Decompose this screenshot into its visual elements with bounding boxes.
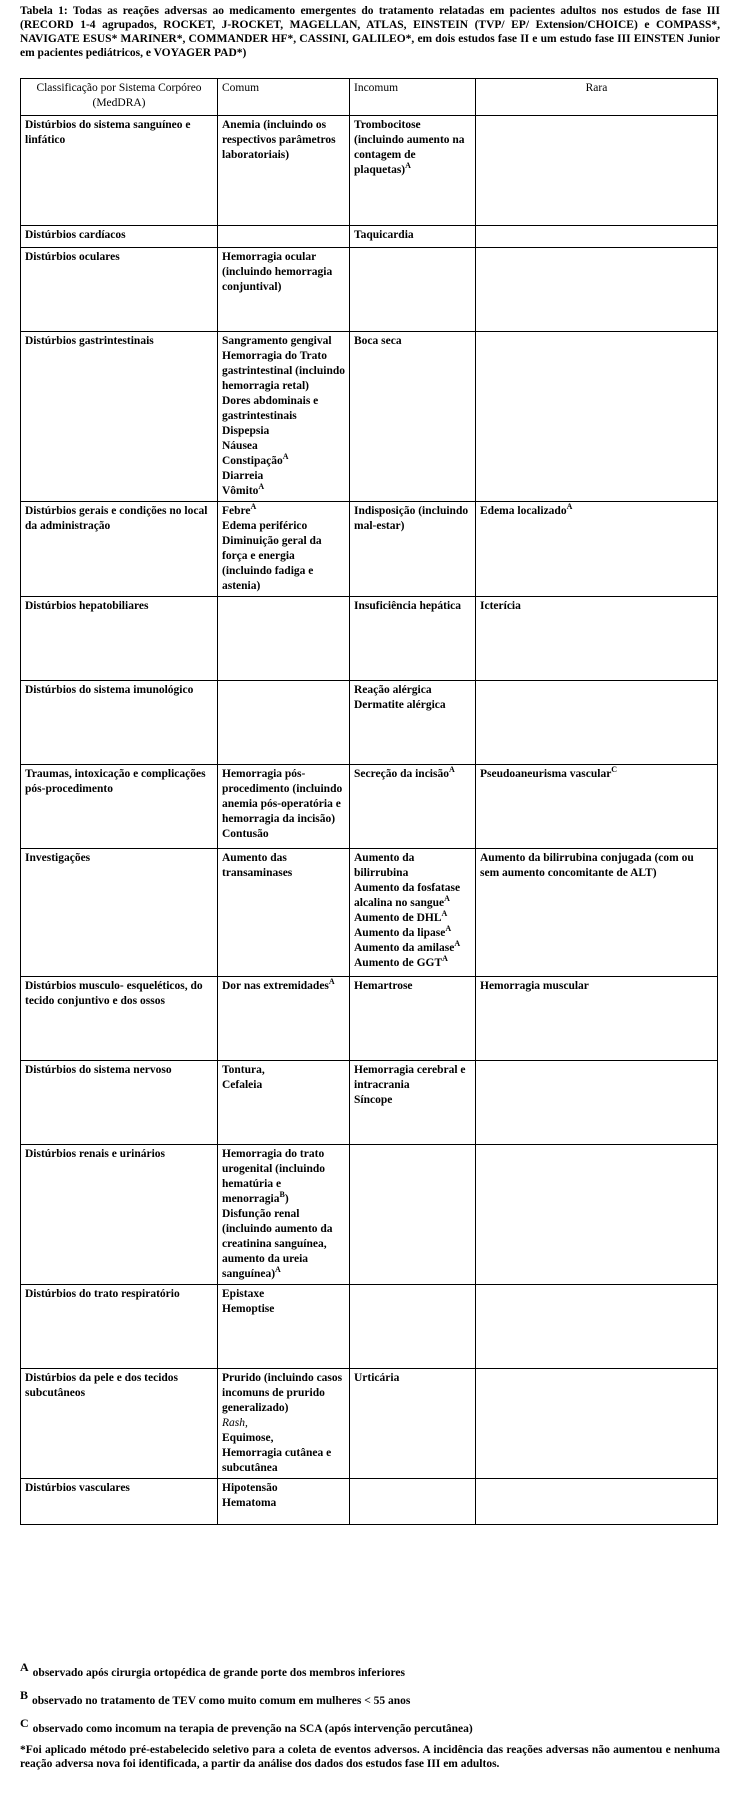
reaction-entry: Febre$^A$ [222,502,257,517]
system-class-label: Traumas, intoxicação e complicações pós-procedimento [25,768,206,795]
system-class-label: Investigações [25,852,91,864]
common-cell [218,977,350,1061]
common-cell [218,765,350,849]
reaction-entry: Hemorragia muscular [480,980,589,992]
system-class-cell [21,1369,218,1479]
footnote-key: B [20,1687,29,1702]
system-class-cell [21,1285,218,1369]
system-class-label: Distúrbios da pele e dos tecidos subcutâneos [25,1372,179,1399]
reaction-entry: Edema periférico [222,520,308,532]
rare-cell [476,1145,718,1285]
rare-cell [476,681,718,765]
header-common: Comum [218,79,350,116]
rare-cell [476,502,718,597]
reaction-entry: Hemorragia cutânea e subcutânea [222,1447,332,1474]
common-cell [218,1369,350,1479]
reaction-entry: Reação alérgica [354,684,432,696]
footnote-list [20,1660,720,1735]
common-cell [218,1479,350,1525]
system-class-cell [21,1145,218,1285]
uncommon-cell [350,332,476,502]
final-note: *Foi aplicado método pré-estabelecido seletivo para a coleta de eventos adversos. A incidência das reações adversas não aumentou e nenhuma reação adversa nova foi identificada, a partir da análise dos dados dos estudos fase III em adultos. [20,1744,720,1771]
system-class-cell [21,597,218,681]
uncommon-cell [350,1061,476,1145]
table-row [21,1145,718,1285]
table-row [21,1369,718,1479]
table-row [21,248,718,332]
reaction-entry: Vômito$^A$ [222,482,265,497]
rare-cell [476,248,718,332]
reaction-entry: Hematoma [222,1497,277,1509]
reaction-entry: Aumento da lipase$^A$ [354,924,452,939]
table-body [21,116,718,1525]
uncommon-cell [350,681,476,765]
reaction-entry: Dispepsia [222,425,270,437]
table-row [21,597,718,681]
table-row [21,681,718,765]
footnote-item [20,1716,720,1736]
reaction-entry: Icterícia [480,600,521,612]
table-caption: Tabela 1: Todas as reações adversas ao medicamento emergentes do tratamento relatadas em pacientes adultos nos estudos de fase III (RECORD 1-4 agrupados, ROCKET, J-ROCKET, MAGELLAN, ATLAS, EINSTEIN (TVP/ EP/ Extension/CHOICE) e COMPASS*, NAVIGATE ESUS* MARINER*, COMMANDER HF*, CASSINI, GALILEO*, em dois estudos fase II e um estudo fase III EINSTEN Junior em pacientes pediátricos, e VOYAGER PAD*) [20,5,720,59]
uncommon-cell [350,1479,476,1525]
common-cell [218,1061,350,1145]
common-cell [218,502,350,597]
reaction-entry: Hemorragia cerebral e intracrania [354,1064,466,1091]
footnote-text: observado após cirurgia ortopédica de grande porte dos membros inferiores [32,1666,406,1679]
common-cell [218,597,350,681]
uncommon-cell [350,765,476,849]
reaction-entry: Aumento da bilirrubina conjugada (com ou sem aumento concomitante de ALT) [480,852,694,879]
system-class-label: Distúrbios oculares [25,251,120,263]
reaction-entry: Aumento da amilase$^A$ Aumento de $GGT^A$ [354,939,461,969]
rare-cell [476,765,718,849]
reaction-entry: Síncope [354,1094,393,1106]
reaction-entry: Sangramento gengival [222,335,332,347]
system-class-cell [21,332,218,502]
table-row [21,1285,718,1369]
header-uncommon: Incomum [350,79,476,116]
reaction-entry: Aumento da bilirrubina [354,852,415,879]
uncommon-cell [350,849,476,977]
common-cell [218,248,350,332]
reaction-entry: Tontura, [222,1064,265,1076]
reaction-entry: Constipação$^A$ [222,452,289,467]
reaction-entry: Hemartrose [354,980,413,992]
uncommon-cell [350,502,476,597]
system-class-label: Distúrbios do trato respiratório [25,1288,180,1300]
uncommon-cell [350,1145,476,1285]
reaction-entry: Pseudoaneurisma vascular$^C$ [480,765,618,780]
system-class-label: Distúrbios gerais e condições no local da administração [25,505,208,532]
table-row [21,332,718,502]
system-class-label: Distúrbios vasculares [25,1482,130,1494]
reaction-entry: Prurido (incluindo casos incomuns de prurido generalizado) [222,1372,343,1414]
footnote-key: A [20,1660,29,1674]
reaction-entry: Dor nas extremidades$^A$ [222,977,335,992]
reaction-entry: Boca seca [354,335,402,347]
uncommon-cell [350,977,476,1061]
reaction-entry: Contusão [222,828,269,840]
reaction-entry: Taquicardia [354,229,414,241]
reaction-entry: Equimose, [222,1432,274,1444]
common-cell [218,1285,350,1369]
rare-cell [476,1479,718,1525]
system-class-label: Distúrbios do sistema sanguíneo e linfático [25,119,191,146]
common-cell [218,681,350,765]
table-row [21,1061,718,1145]
system-class-label: Distúrbios musculo- esqueléticos, do tecido conjuntivo e dos ossos [25,980,203,1007]
rare-cell [476,116,718,226]
reaction-entry: Cefaleia [222,1079,263,1091]
common-cell [218,849,350,977]
table-row [21,116,718,226]
table-row [21,977,718,1061]
rare-cell [476,849,718,977]
table-row [21,1479,718,1525]
system-class-label: Distúrbios do sistema imunológico [25,684,194,696]
footnote-item [20,1660,720,1680]
common-cell [218,332,350,502]
system-class-cell [21,226,218,248]
system-class-label: Distúrbios do sistema nervoso [25,1064,172,1076]
reaction-entry: Hemorragia do trato urogenital (incluindo hematúria e menorragia$^B$) [222,1148,325,1205]
uncommon-cell [350,1285,476,1369]
footnote-key: C [20,1715,29,1730]
header-rare: Rara [476,79,718,116]
system-class-cell [21,1479,218,1525]
rare-cell [476,1285,718,1369]
rare-cell [476,226,718,248]
uncommon-cell [350,116,476,226]
reaction-entry: Náusea [222,440,258,452]
system-class-cell [21,1061,218,1145]
system-class-cell [21,116,218,226]
footnotes [20,1660,720,1771]
system-class-cell [21,765,218,849]
reaction-entry: Epistaxe [222,1288,265,1300]
reaction-entry: Trombocitose (incluindo aumento na contagem de plaquetas)$^A$ [354,119,465,176]
reaction-entry: Aumento de $DHL^A$ [354,909,448,924]
reaction-entry: Dermatite alérgica [354,699,446,711]
uncommon-cell [350,248,476,332]
rare-cell [476,977,718,1061]
uncommon-cell [350,226,476,248]
reaction-entry: Hemorragia ocular (incluindo hemorragia conjuntival) [222,251,333,293]
reaction-entry: Anemia (incluindo os respectivos parâmetros laboratoriais) [222,119,336,161]
reaction-entry: Hipotensão [222,1482,278,1494]
reaction-entry: Hemoptise [222,1303,275,1315]
table-row [21,502,718,597]
adverse-reactions-table [20,78,718,1525]
header-system-class: Classificação por Sistema Corpóreo (MedDRA) [21,79,218,116]
table-header-row [21,79,718,116]
reaction-entry: Hemorragia pós-procedimento (incluindo anemia pós-operatória e hemorragia da incisão) [222,768,343,825]
reaction-entry: Diarreia [222,470,264,482]
footnote-text: observado no tratamento de TEV como muito comum em mulheres < 55 anos [32,1694,411,1707]
uncommon-cell [350,597,476,681]
system-class-cell [21,977,218,1061]
common-cell [218,1145,350,1285]
reaction-entry: Hemorragia do Trato gastrintestinal (incluindo hemorragia retal) [222,350,346,392]
table-row [21,849,718,977]
system-class-cell [21,502,218,597]
uncommon-cell [350,1369,476,1479]
reaction-entry: Dores abdominais e gastrintestinais [222,395,319,422]
reaction-entry: Aumento das transaminases [222,852,293,879]
common-cell [218,116,350,226]
system-class-label: Distúrbios cardíacos [25,229,126,241]
common-cell [218,226,350,248]
reaction-entry: Rash, [222,1417,248,1429]
rare-cell [476,597,718,681]
reaction-entry: Edema localizado$^A$ [480,502,573,517]
rare-cell [476,1369,718,1479]
reaction-entry: Indisposição (incluindo mal-estar) [354,505,469,532]
footnote-item [20,1688,720,1708]
reaction-entry: Disfunção renal (incluindo aumento da creatinina sanguínea, aumento da ureia sanguínea)$^A$ [222,1208,333,1280]
table-row [21,226,718,248]
system-class-label: Distúrbios renais e urinários [25,1148,166,1160]
footnote-text: observado como incomum na terapia de prevenção na SCA (após intervenção percutânea) [32,1722,473,1735]
reaction-entry: Diminuição geral da força e energia (incluindo fadiga e astenia) [222,535,322,592]
reaction-entry: Insuficiência hepática [354,600,462,612]
rare-cell [476,332,718,502]
reaction-entry: Secreção da incisão$^A$ [354,765,455,780]
reaction-entry: Aumento da fosfatase alcalina no sangue$^A$ [354,882,461,909]
reaction-entry: Urticária [354,1372,400,1384]
system-class-cell [21,681,218,765]
system-class-label: Distúrbios hepatobiliares [25,600,149,612]
system-class-label: Distúrbios gastrintestinais [25,335,154,347]
system-class-cell [21,849,218,977]
table-row [21,765,718,849]
rare-cell [476,1061,718,1145]
system-class-cell [21,248,218,332]
